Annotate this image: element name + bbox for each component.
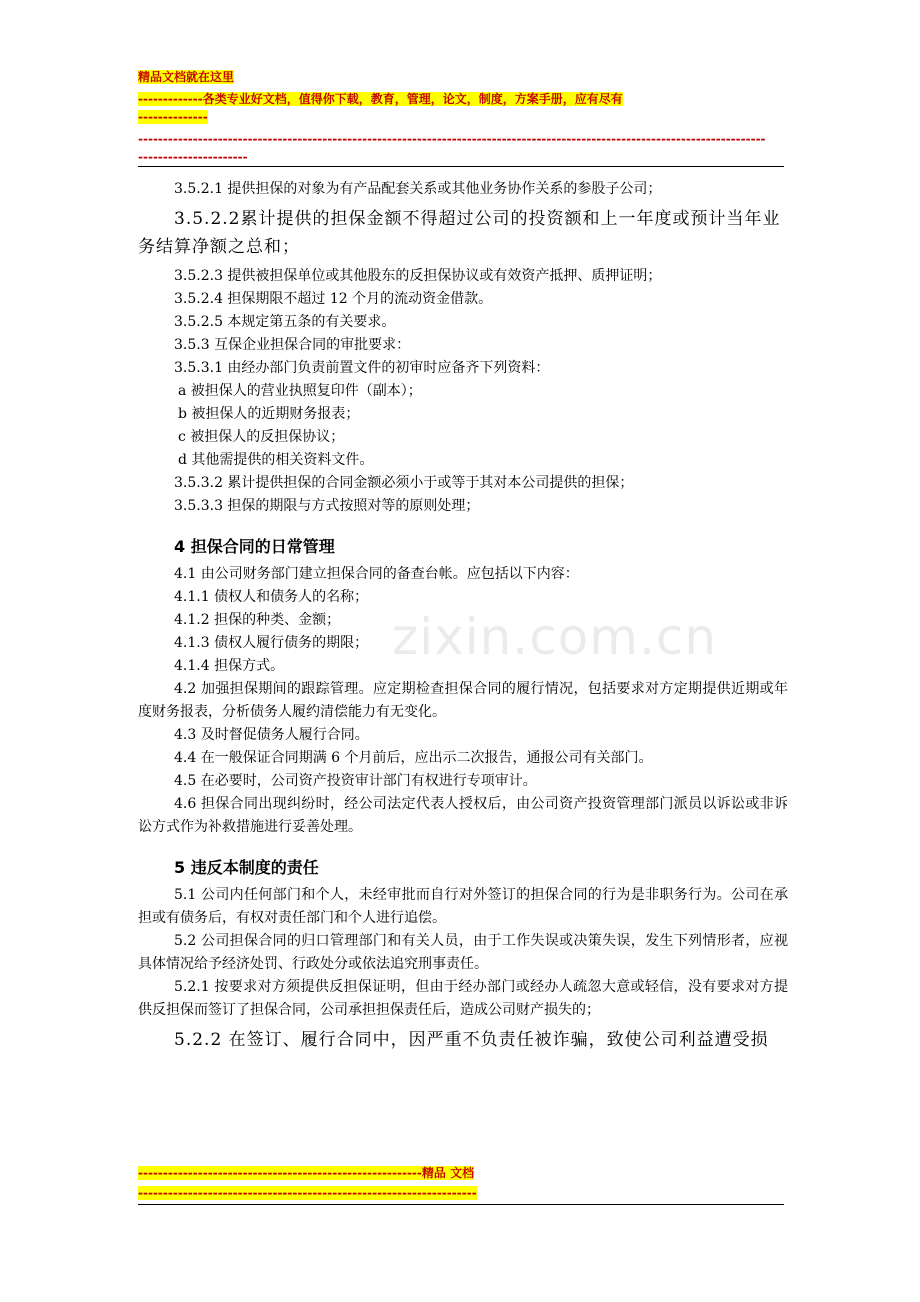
list-item-b: b 被担保人的近期财务报表； (178, 406, 360, 422)
clause-4-3: 4.3 及时督促债务人履行合同。 (174, 727, 369, 743)
clause-5-2-2: 5.2.2 在签订、履行合同中，因严重不负责任被诈骗，致使公司利益遭受损 (174, 1030, 769, 1050)
list-item-d: d 其他需提供的相关资料文件。 (178, 452, 374, 468)
header-banner-title: 精品文档就在这里 (138, 70, 235, 84)
clause-4-1-2: 4.1.2 担保的种类、金额； (174, 612, 341, 628)
clause-4-5: 4.5 在必要时，公司资产投资审计部门有权进行专项审计。 (174, 773, 537, 789)
clause-5-2: 5.2 公司担保合同的归口管理部门和有关人员，由于工作失误或决策失误，发生下列情形者，应视具体情况给予经济处罚、行政处分或依法追究刑事责任。 (138, 933, 788, 972)
header-separator-line: ------------------------------------------------------------------------------------------------------------------------------ (138, 132, 766, 146)
clause-3-5-3-3: 3.5.3.3 担保的期限与方式按照对等的原则处理； (174, 498, 480, 514)
watermark: zixin.com.cn (392, 608, 718, 666)
list-item-c: c 被担保人的反担保协议； (178, 429, 345, 445)
clause-4-1: 4.1 由公司财务部门建立担保合同的备查台帐。应包括以下内容： (174, 566, 579, 582)
clause-3-5-2-1: 3.5.2.1 提供担保的对象为有产品配套关系或其他业务协作关系的参股子公司； (174, 181, 662, 197)
clause-4-1-3: 4.1.3 债权人履行债务的期限； (174, 635, 369, 651)
footer-rule (138, 1204, 784, 1205)
list-item-a: a 被担保人的营业执照复印件（副本）； (178, 383, 422, 399)
clause-3-5-2-4: 3.5.2.4 担保期限不超过 12 个月的流动资金借款。 (174, 291, 493, 307)
clause-4-1-4: 4.1.4 担保方式。 (174, 658, 285, 674)
section-heading-4: 4 担保合同的日常管理 (174, 537, 335, 556)
clause-4-6: 4.6 担保合同出现纠纷时，经公司法定代表人授权后，由公司资产投资管理部门派员以诉讼或非诉讼方式作为补救措施进行妥善处理。 (138, 796, 788, 835)
document-body (138, 178, 788, 1058)
clause-5-1: 5.1 公司内任何部门和个人，未经审批而自行对外签订的担保合同的行为是非职务行为。公司在承担或有债务后，有权对责任部门和个人进行追偿。 (138, 887, 788, 926)
footer-banner: ---------------------------------------------------------精品 文档 (138, 1166, 475, 1180)
header-banner-tagline: -------------各类专业好文档，值得你下载，教育，管理，论文，制度，方案手册，应有尽有 (138, 92, 623, 106)
clause-4-4: 4.4 在一般保证合同期满 6 个月前后，应出示二次报告，通报公司有关部门。 (174, 750, 653, 766)
clause-3-5-2-5: 3.5.2.5 本规定第五条的有关要求。 (174, 314, 396, 330)
clause-3-5-2-2: 3.5.2.2累计提供的担保金额不得超过公司的投资额和上一年度或预计当年业务结算净额之总和； (138, 209, 781, 257)
clause-3-5-3: 3.5.3 互保企业担保合同的审批要求： (174, 337, 411, 353)
clause-3-5-2-3: 3.5.2.3 提供被担保单位或其他股东的反担保协议或有效资产抵押、质押证明； (174, 268, 662, 284)
header-rule (138, 166, 784, 167)
header-separator-line-2: ---------------------- (138, 150, 248, 164)
section-heading-5: 5 违反本制度的责任 (174, 858, 319, 877)
clause-4-2: 4.2 加强担保期间的跟踪管理。应定期检查担保合同的履行情况，包括要求对方定期提供近期或年度财务报表，分析债务人履约清偿能力有无变化。 (138, 681, 788, 720)
clause-3-5-3-2: 3.5.3.2 累计提供担保的合同金额必须小于或等于其对本公司提供的担保； (174, 475, 634, 491)
clause-4-1-1: 4.1.1 债权人和债务人的名称； (174, 589, 369, 605)
footer-banner-dashes: -------------------------------------------------------------------- (138, 1186, 477, 1200)
clause-5-2-1: 5.2.1 按要求对方须提供反担保证明，但由于经办部门或经办人疏忽大意或轻信，没有要求对方提供反担保而签订了担保合同，公司承担担保责任后，造成公司财产损失的； (138, 979, 788, 1018)
clause-3-5-3-1: 3.5.3.1 由经办部门负责前置文件的初审时应备齐下列资料： (174, 360, 550, 376)
header-banner-dashes: -------------- (138, 110, 208, 124)
